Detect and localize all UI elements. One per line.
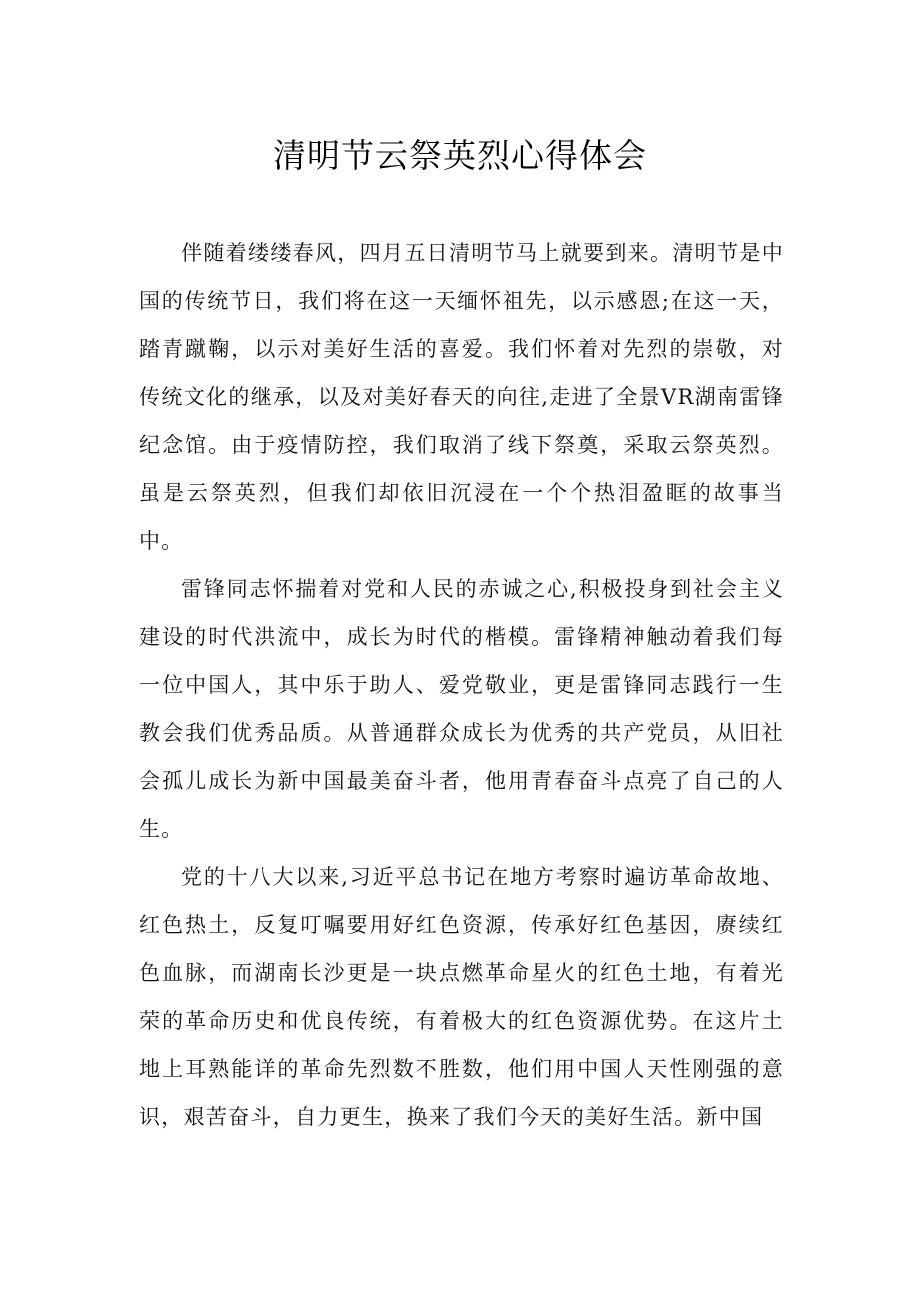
paragraph-2: 雷锋同志怀揣着对党和人民的赤诚之心,积极投身到社会主义建设的时代洪流中，成长为时代的楷模。雷锋精神触动着我们每一位中国人，其中乐于助人、爱党敬业，更是雷锋同志践行一生教会我们优秀品质。从普通群众成长为优秀的共产党员，从旧社会孤儿成长为新中国最美奋斗者，他用青春奋斗点亮了自己的人生。 xyxy=(139,577,784,841)
document-title: 清明节云祭英烈心得体会 xyxy=(273,136,647,175)
paragraph-3: 党的十八大以来,习近平总书记在地方考察时遍访革命故地、红色热土，反复叮嘱要用好红色资源，传承好红色基因，赓续红色血脉，而湖南长沙更是一块点燃革命星火的红色土地，有着光荣的革命历史和优良传统，有着极大的红色资源优势。在这片土地上耳熟能详的革命先烈数不胜数，他们用中国人天性刚强的意识，艰苦奋斗，自力更生，换来了我们今天的美好生活。新中国 xyxy=(139,865,784,1129)
paragraph-1: 伴随着缕缕春风，四月五日清明节马上就要到来。清明节是中国的传统节日，我们将在这一天缅怀祖先，以示感恩;在这一天，踏青蹴鞠，以示对美好生活的喜爱。我们怀着对先烈的崇敬，对传统文化的继承，以及对美好春天的向往,走进了全景VR湖南雷锋纪念馆。由于疫情防控，我们取消了线下祭奠，采取云祭英烈。虽是云祭英烈，但我们却依旧沉浸在一个个热泪盈眶的故事当中。 xyxy=(139,241,784,553)
document-body xyxy=(139,229,784,1141)
